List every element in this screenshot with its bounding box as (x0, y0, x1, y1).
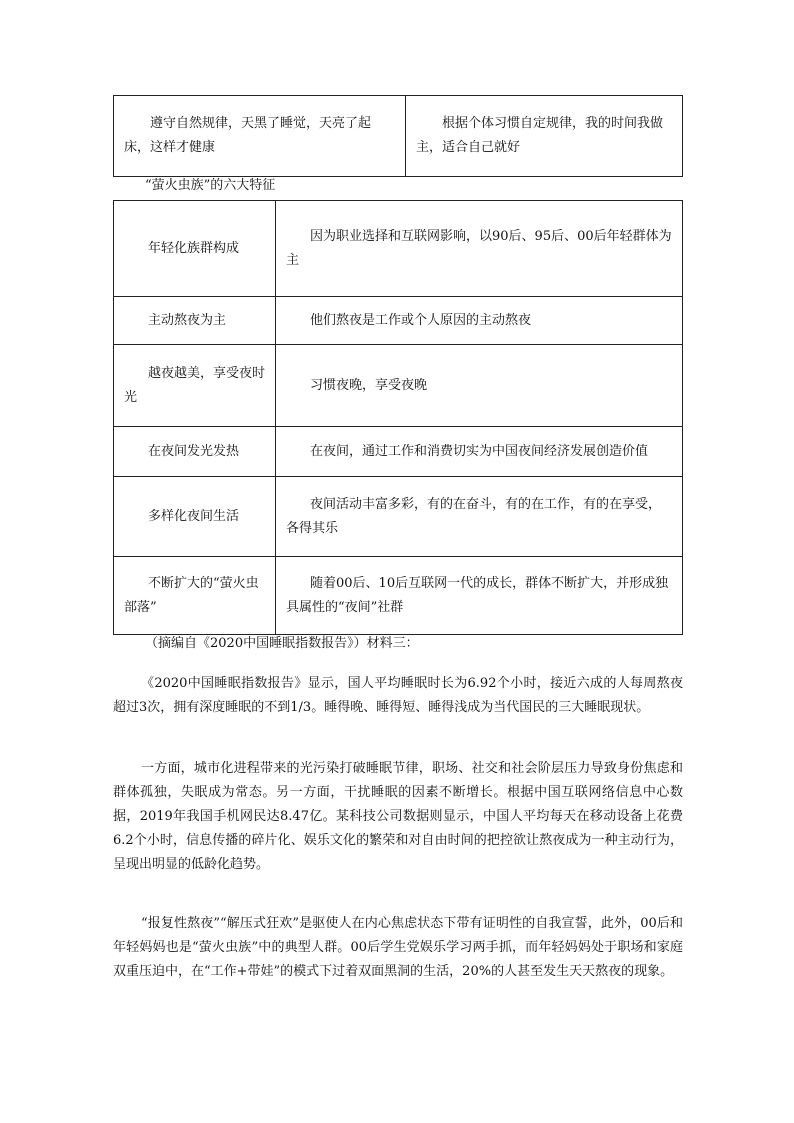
features-table (113, 200, 683, 635)
feature-desc: 因为职业选择和互联网影响，以90后、95后、00后年轻群体为主 (276, 201, 683, 297)
feature-name: 在夜间发光发热 (114, 427, 276, 477)
table-row (114, 297, 683, 345)
table-row (114, 201, 683, 297)
paragraph: 一方面，城市化进程带来的光污染打破睡眠节律，职场、社交和社会阶层压力导致身份焦虑和群体孤独，失眠成为常态。另一方面，干扰睡眠的因素不断增长。根据中国互联网络信息中心数据，2019年我国手机网民达8.47亿。某科技公司数据则显示，中国人平均每天在移动设备上花费6.2个小时，信息传播的碎片化、娱乐文化的繁荣和对自由时间的把控欲让熬夜成为一种主动行为，呈现出明显的低龄化趋势。 (113, 761, 683, 872)
table-row (114, 427, 683, 477)
table-row (114, 96, 683, 177)
feature-desc: 随着00后、10后互联网一代的成长，群体不断扩大，并形成独具属性的“夜间”社群 (276, 557, 683, 635)
feature-name: 不断扩大的“萤火虫部落” (114, 557, 276, 635)
comparison-table (113, 95, 683, 177)
feature-desc: 夜间活动丰富多彩，有的在奋斗，有的在工作，有的在享受，各得其乐 (276, 477, 683, 557)
feature-desc: 在夜间，通过工作和消费切实为中国夜间经济发展创造价值 (276, 427, 683, 477)
feature-name: 年轻化族群构成 (114, 201, 276, 297)
feature-desc: 他们熬夜是工作或个人原因的主动熬夜 (276, 297, 683, 345)
table-cell-left: 遵守自然规律，天黑了睡觉，天亮了起床，这样才健康 (114, 96, 406, 177)
source-note: （摘编自《2020中国睡眠指数报告》）材料三： (145, 636, 419, 651)
paragraph: 《2020中国睡眠指数报告》显示，国人平均睡眠时长为6.92个小时，接近六成的人每周熬夜超过3次，拥有深度睡眠的不到1/3。睡得晚、睡得短、睡得浅成为当代国民的三大睡眠现状。 (113, 676, 683, 715)
table-row (114, 345, 683, 427)
feature-name: 越夜越美，享受夜时光 (114, 345, 276, 427)
feature-desc: 习惯夜晚，享受夜晚 (276, 345, 683, 427)
table-row (114, 557, 683, 635)
table-row (114, 477, 683, 557)
paragraph: “报复性熬夜”“解压式狂欢”是驱使人在内心焦虑状态下带有证明性的自我宣誓，此外，00后和年轻妈妈也是“萤火虫族”中的典型人群。00后学生党娱乐学习两手抓，而年轻妈妈处于职场和家庭双重压迫中，在“工作+带娃”的模式下过着双面黑洞的生活，20%的人甚至发生天天熬夜的现象。 (113, 916, 683, 979)
table-cell-right: 根据个体习惯自定规律，我的时间我做主，适合自己就好 (406, 96, 683, 177)
feature-name: 多样化夜间生活 (114, 477, 276, 557)
table-caption: “萤火虫族”的六大特征 (145, 178, 276, 193)
feature-name: 主动熬夜为主 (114, 297, 276, 345)
